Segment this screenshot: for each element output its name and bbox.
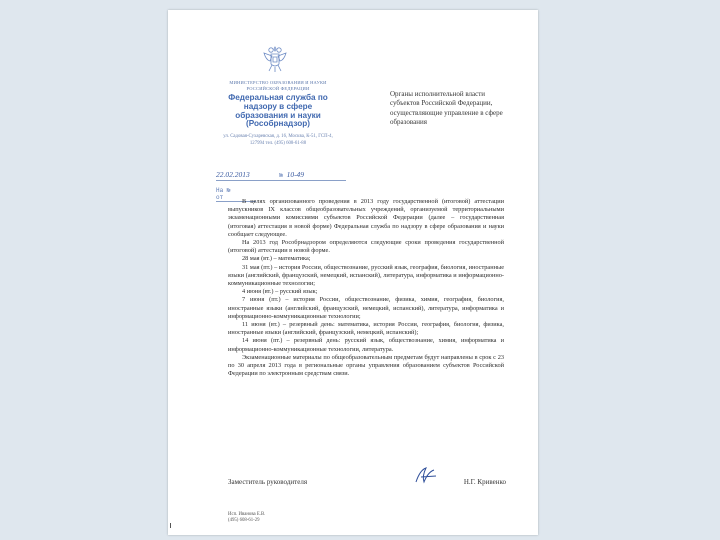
page-corner-mark	[170, 523, 171, 528]
executor-info	[228, 512, 265, 524]
executor-name: Исп. Иванова Е.В.	[228, 512, 266, 517]
reference-prefix: На №	[216, 187, 231, 194]
registration-date: 22.02.2013	[216, 170, 250, 179]
ministry-line: МИНИСТЕРСТВО ОБРАЗОВАНИЯ И НАУКИ РОССИЙСКОЙ ФЕДЕРАЦИИ	[229, 80, 327, 91]
paragraph: 7 июня (пт.) – история России, обществознание, физика, химия, география, биология, иностранные языки (английский, французский, немецкий, испанский), литература, информатика и информационно-коммуникационные технологии;	[228, 296, 504, 320]
signer-position: Заместитель руководителя	[228, 478, 308, 486]
paragraph: В целях организованного проведения в 2013 году государственной (итоговой) аттестации выпускников IX классов общеобразовательных учреждений, организуемой территориальными экзаменационными комиссиями субъектов Российской Федерации (далее – государственная (итоговая) аттестация в новой форме) Федеральная служба по надзору в сфере образования и науки сообщает следующее.	[228, 198, 504, 238]
agency-address: ул. Садовая-Сухаревская, д. 16, Москва, К-51, ГСП-4, 127994 тел. (495) 608-61-88	[223, 134, 333, 146]
recipient-block: Органы исполнительной власти субъектов Российской Федерации, осуществляющие управление в сфере образования	[390, 90, 503, 127]
paragraph: 28 мая (вт.) – математика;	[242, 255, 311, 263]
paragraph: На 2013 год Рособрнадзором определяются следующие сроки проведения государственной (итоговой) аттестации в новой форме.	[228, 239, 504, 255]
paragraph: Экзаменационные материалы по общеобразовательным предметам будут направлены в срок с 23 по 30 апреля 2013 года в региональные органы управления образованием субъектов Российской Федерации по электронным средствам связи.	[228, 353, 504, 378]
paragraph: 31 мая (пт.) – история России, обществознание, русский язык, география, биология, иностранные языки (английский, французский, немецкий, испанский), литература, информатика и информационно-коммуникационные технологии;	[228, 263, 504, 288]
letter-body	[228, 198, 504, 378]
paragraph: 11 июня (вт.) – резервный день: математика, история России, география, биология, физика, иностранные языки (английский, французский, немецкий, испанский);	[228, 321, 504, 337]
agency-name: Федеральная служба по надзору в сфере образования и науки (Рособрнадзор)	[228, 93, 328, 129]
paragraph: 14 июня (пт.) – резервный день: русский язык, обществознание, химия, информатика и информационно-коммуникационные технологии, литература.	[228, 337, 504, 353]
coat-of-arms-emblem	[260, 44, 290, 74]
handwritten-signature	[412, 464, 442, 486]
executor-phone: (495) 608-61-29	[228, 518, 260, 524]
signer-name: Н.Г. Кривенко	[463, 478, 506, 486]
registration-number: 10-49	[286, 170, 305, 179]
letter-page	[168, 10, 538, 535]
reference-suffix: от	[216, 194, 224, 201]
letterhead	[218, 80, 338, 148]
paragraph: 4 июня (вт.) – русский язык;	[242, 288, 318, 296]
registration-line: 22.02.2013 № 10-49	[216, 170, 346, 181]
